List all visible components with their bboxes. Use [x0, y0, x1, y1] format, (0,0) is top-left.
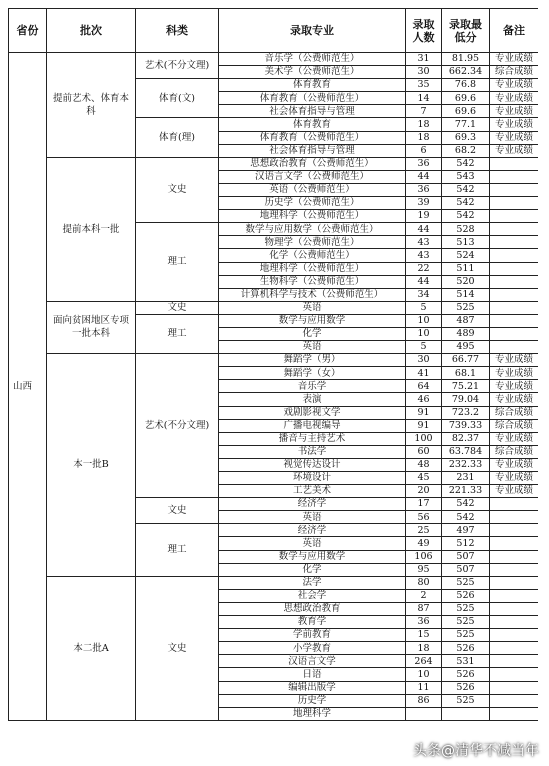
remark-cell — [490, 341, 539, 354]
min-score-cell: 514 — [442, 288, 490, 301]
count-cell: 44 — [406, 275, 442, 288]
remark-cell: 专业成绩 — [490, 393, 539, 406]
count-cell: 39 — [406, 197, 442, 210]
remark-cell — [490, 249, 539, 262]
header-count: 录取人数 — [406, 9, 442, 53]
min-score-cell: 543 — [442, 170, 490, 183]
min-score-cell: 69.3 — [442, 131, 490, 144]
subject-cell: 体育(文) — [136, 79, 219, 118]
count-cell: 44 — [406, 170, 442, 183]
remark-cell: 综合成绩 — [490, 445, 539, 458]
major-cell: 地理科学（公费师范生） — [219, 210, 406, 223]
major-cell: 视觉传达设计 — [219, 458, 406, 471]
count-cell: 19 — [406, 210, 442, 223]
min-score-cell: 77.1 — [442, 118, 490, 131]
count-cell: 34 — [406, 288, 442, 301]
major-cell: 舞蹈学（男） — [219, 354, 406, 367]
table-row — [9, 301, 539, 314]
table-row — [9, 576, 539, 589]
count-cell: 80 — [406, 576, 442, 589]
major-cell: 历史学（公费师范生） — [219, 197, 406, 210]
major-cell: 思想政治教育（公费师范生） — [219, 157, 406, 170]
min-score-cell: 531 — [442, 655, 490, 668]
count-cell: 49 — [406, 537, 442, 550]
subject-cell: 理工 — [136, 524, 219, 576]
major-cell: 体育教育（公费师范生） — [219, 92, 406, 105]
remark-cell — [490, 694, 539, 707]
subject-cell: 文史 — [136, 576, 219, 720]
major-cell: 历史学 — [219, 694, 406, 707]
count-cell: 2 — [406, 589, 442, 602]
remark-cell — [490, 550, 539, 563]
count-cell: 91 — [406, 419, 442, 432]
count-cell: 45 — [406, 472, 442, 485]
min-score-cell: 507 — [442, 563, 490, 576]
remark-cell: 专业成绩 — [490, 118, 539, 131]
table-body — [9, 53, 539, 721]
remark-cell — [490, 498, 539, 511]
major-cell: 计算机科学与技术（公费师范生） — [219, 288, 406, 301]
major-cell: 环境设计 — [219, 472, 406, 485]
remark-cell — [490, 655, 539, 668]
count-cell: 35 — [406, 79, 442, 92]
remark-cell — [490, 197, 539, 210]
header-major: 录取专业 — [219, 9, 406, 53]
min-score-cell: 520 — [442, 275, 490, 288]
header-subject: 科类 — [136, 9, 219, 53]
subject-cell: 文史 — [136, 301, 219, 314]
min-score-cell: 489 — [442, 327, 490, 340]
remark-cell: 专业成绩 — [490, 367, 539, 380]
min-score-cell: 79.04 — [442, 393, 490, 406]
admission-table — [8, 8, 538, 721]
remark-cell — [490, 236, 539, 249]
count-cell: 10 — [406, 314, 442, 327]
count-cell: 5 — [406, 341, 442, 354]
remark-cell — [490, 210, 539, 223]
remark-cell — [490, 616, 539, 629]
remark-cell — [490, 223, 539, 236]
min-score-cell: 525 — [442, 301, 490, 314]
count-cell: 10 — [406, 668, 442, 681]
count-cell: 91 — [406, 406, 442, 419]
count-cell: 18 — [406, 118, 442, 131]
header-province: 省份 — [9, 9, 47, 53]
min-score-cell: 526 — [442, 681, 490, 694]
min-score-cell: 76.8 — [442, 79, 490, 92]
min-score-cell: 512 — [442, 537, 490, 550]
count-cell: 41 — [406, 367, 442, 380]
remark-cell: 专业成绩 — [490, 53, 539, 66]
count-cell: 25 — [406, 524, 442, 537]
min-score-cell: 487 — [442, 314, 490, 327]
major-cell: 戏剧影视文学 — [219, 406, 406, 419]
min-score-cell: 63.784 — [442, 445, 490, 458]
subject-cell: 理工 — [136, 223, 219, 302]
major-cell: 广播电视编导 — [219, 419, 406, 432]
major-cell: 英语 — [219, 301, 406, 314]
remark-cell: 专业成绩 — [490, 472, 539, 485]
min-score-cell: 82.37 — [442, 432, 490, 445]
major-cell: 化学 — [219, 327, 406, 340]
count-cell: 22 — [406, 262, 442, 275]
min-score-cell: 232.33 — [442, 458, 490, 471]
batch-cell: 本一批B — [47, 354, 136, 577]
count-cell: 87 — [406, 602, 442, 615]
table-row — [9, 157, 539, 170]
major-cell: 英语 — [219, 341, 406, 354]
min-score-cell: 525 — [442, 629, 490, 642]
remark-cell — [490, 681, 539, 694]
count-cell — [406, 707, 442, 720]
major-cell: 英语 — [219, 511, 406, 524]
count-cell: 36 — [406, 183, 442, 196]
major-cell: 美术学（公费师范生） — [219, 66, 406, 79]
remark-cell: 专业成绩 — [490, 105, 539, 118]
remark-cell: 专业成绩 — [490, 354, 539, 367]
count-cell: 14 — [406, 92, 442, 105]
major-cell: 化学 — [219, 563, 406, 576]
count-cell: 11 — [406, 681, 442, 694]
major-cell: 地理科学 — [219, 707, 406, 720]
major-cell: 汉语言文学 — [219, 655, 406, 668]
count-cell: 56 — [406, 511, 442, 524]
major-cell: 舞蹈学（女） — [219, 367, 406, 380]
header-remark: 备注 — [490, 9, 539, 53]
min-score-cell: 528 — [442, 223, 490, 236]
major-cell: 体育教育 — [219, 79, 406, 92]
remark-cell — [490, 629, 539, 642]
min-score-cell: 497 — [442, 524, 490, 537]
min-score-cell: 221.33 — [442, 485, 490, 498]
remark-cell: 综合成绩 — [490, 406, 539, 419]
remark-cell — [490, 524, 539, 537]
min-score-cell: 542 — [442, 197, 490, 210]
remark-cell — [490, 314, 539, 327]
major-cell: 化学（公费师范生） — [219, 249, 406, 262]
admission-table-sheet — [8, 8, 538, 766]
remark-cell — [490, 288, 539, 301]
watermark-text: 头条@清华不减当年 — [413, 743, 539, 759]
major-cell: 社会学 — [219, 589, 406, 602]
major-cell: 音乐学（公费师范生） — [219, 53, 406, 66]
major-cell: 英语 — [219, 537, 406, 550]
count-cell: 43 — [406, 249, 442, 262]
subject-cell: 体育(理) — [136, 118, 219, 157]
remark-cell: 专业成绩 — [490, 131, 539, 144]
remark-cell — [490, 563, 539, 576]
remark-cell — [490, 183, 539, 196]
major-cell: 数学与应用数学 — [219, 314, 406, 327]
major-cell: 日语 — [219, 668, 406, 681]
count-cell: 86 — [406, 694, 442, 707]
count-cell: 60 — [406, 445, 442, 458]
header-batch: 批次 — [47, 9, 136, 53]
min-score-cell: 542 — [442, 511, 490, 524]
remark-cell: 专业成绩 — [490, 79, 539, 92]
major-cell: 经济学 — [219, 524, 406, 537]
min-score-cell: 511 — [442, 262, 490, 275]
min-score-cell: 231 — [442, 472, 490, 485]
count-cell: 31 — [406, 53, 442, 66]
remark-cell — [490, 537, 539, 550]
batch-cell: 提前艺术、体育本科 — [47, 53, 136, 158]
major-cell: 社会体育指导与管理 — [219, 144, 406, 157]
major-cell: 表演 — [219, 393, 406, 406]
major-cell: 工艺美术 — [219, 485, 406, 498]
min-score-cell: 66.77 — [442, 354, 490, 367]
batch-cell: 本二批A — [47, 576, 136, 720]
major-cell: 播音与主持艺术 — [219, 432, 406, 445]
min-score-cell: 739.33 — [442, 419, 490, 432]
major-cell: 书法学 — [219, 445, 406, 458]
header-row — [9, 9, 539, 53]
count-cell: 264 — [406, 655, 442, 668]
remark-cell: 专业成绩 — [490, 380, 539, 393]
major-cell: 体育教育（公费师范生） — [219, 131, 406, 144]
min-score-cell: 542 — [442, 157, 490, 170]
major-cell: 思想政治教育 — [219, 602, 406, 615]
count-cell: 43 — [406, 236, 442, 249]
min-score-cell: 81.95 — [442, 53, 490, 66]
count-cell: 30 — [406, 66, 442, 79]
subject-cell: 理工 — [136, 314, 219, 353]
min-score-cell: 526 — [442, 589, 490, 602]
remark-cell — [490, 157, 539, 170]
min-score-cell: 513 — [442, 236, 490, 249]
remark-cell — [490, 327, 539, 340]
min-score-cell: 68.2 — [442, 144, 490, 157]
remark-cell: 专业成绩 — [490, 92, 539, 105]
remark-cell — [490, 170, 539, 183]
batch-cell: 面向贫困地区专项一批本科 — [47, 301, 136, 353]
min-score-cell: 526 — [442, 668, 490, 681]
min-score-cell: 542 — [442, 498, 490, 511]
remark-cell — [490, 642, 539, 655]
count-cell: 64 — [406, 380, 442, 393]
count-cell: 10 — [406, 327, 442, 340]
header-min-score: 录取最低分 — [442, 9, 490, 53]
table-row — [9, 53, 539, 66]
min-score-cell: 662.34 — [442, 66, 490, 79]
major-cell: 小学教育 — [219, 642, 406, 655]
count-cell: 36 — [406, 157, 442, 170]
remark-cell — [490, 301, 539, 314]
major-cell: 数学与应用数学 — [219, 550, 406, 563]
remark-cell: 综合成绩 — [490, 66, 539, 79]
count-cell: 18 — [406, 642, 442, 655]
major-cell: 英语（公费师范生） — [219, 183, 406, 196]
count-cell: 106 — [406, 550, 442, 563]
min-score-cell — [442, 707, 490, 720]
major-cell: 法学 — [219, 576, 406, 589]
major-cell: 物理学（公费师范生） — [219, 236, 406, 249]
min-score-cell: 507 — [442, 550, 490, 563]
remark-cell — [490, 576, 539, 589]
remark-cell: 专业成绩 — [490, 144, 539, 157]
major-cell: 编辑出版学 — [219, 681, 406, 694]
remark-cell — [490, 589, 539, 602]
min-score-cell: 525 — [442, 602, 490, 615]
min-score-cell: 524 — [442, 249, 490, 262]
count-cell: 95 — [406, 563, 442, 576]
count-cell: 15 — [406, 629, 442, 642]
table-row — [9, 354, 539, 367]
min-score-cell: 723.2 — [442, 406, 490, 419]
count-cell: 17 — [406, 498, 442, 511]
subject-cell: 艺术(不分文理) — [136, 53, 219, 79]
remark-cell: 专业成绩 — [490, 485, 539, 498]
subject-cell: 艺术(不分文理) — [136, 354, 219, 498]
remark-cell — [490, 707, 539, 720]
min-score-cell: 525 — [442, 616, 490, 629]
min-score-cell: 525 — [442, 576, 490, 589]
remark-cell: 专业成绩 — [490, 458, 539, 471]
major-cell: 经济学 — [219, 498, 406, 511]
province-cell: 山西 — [9, 53, 47, 721]
major-cell: 数学与应用数学（公费师范生） — [219, 223, 406, 236]
count-cell: 44 — [406, 223, 442, 236]
major-cell: 音乐学 — [219, 380, 406, 393]
batch-cell: 提前本科一批 — [47, 157, 136, 301]
count-cell: 36 — [406, 616, 442, 629]
min-score-cell: 69.6 — [442, 92, 490, 105]
min-score-cell: 542 — [442, 210, 490, 223]
remark-cell: 专业成绩 — [490, 432, 539, 445]
count-cell: 30 — [406, 354, 442, 367]
remark-cell — [490, 602, 539, 615]
count-cell: 18 — [406, 131, 442, 144]
subject-cell: 文史 — [136, 157, 219, 222]
min-score-cell: 526 — [442, 642, 490, 655]
remark-cell — [490, 668, 539, 681]
min-score-cell: 542 — [442, 183, 490, 196]
major-cell: 地理科学（公费师范生） — [219, 262, 406, 275]
remark-cell — [490, 275, 539, 288]
remark-cell — [490, 511, 539, 524]
major-cell: 汉语言文学（公费师范生） — [219, 170, 406, 183]
count-cell: 48 — [406, 458, 442, 471]
min-score-cell: 68.1 — [442, 367, 490, 380]
min-score-cell: 525 — [442, 694, 490, 707]
major-cell: 教育学 — [219, 616, 406, 629]
min-score-cell: 495 — [442, 341, 490, 354]
subject-cell: 文史 — [136, 498, 219, 524]
count-cell: 46 — [406, 393, 442, 406]
count-cell: 7 — [406, 105, 442, 118]
min-score-cell: 69.6 — [442, 105, 490, 118]
min-score-cell: 75.21 — [442, 380, 490, 393]
count-cell: 5 — [406, 301, 442, 314]
count-cell: 20 — [406, 485, 442, 498]
remark-cell — [490, 262, 539, 275]
major-cell: 社会体育指导与管理 — [219, 105, 406, 118]
count-cell: 100 — [406, 432, 442, 445]
major-cell: 体育教育 — [219, 118, 406, 131]
remark-cell: 综合成绩 — [490, 419, 539, 432]
major-cell: 学前教育 — [219, 629, 406, 642]
count-cell: 6 — [406, 144, 442, 157]
major-cell: 生物科学（公费师范生） — [219, 275, 406, 288]
